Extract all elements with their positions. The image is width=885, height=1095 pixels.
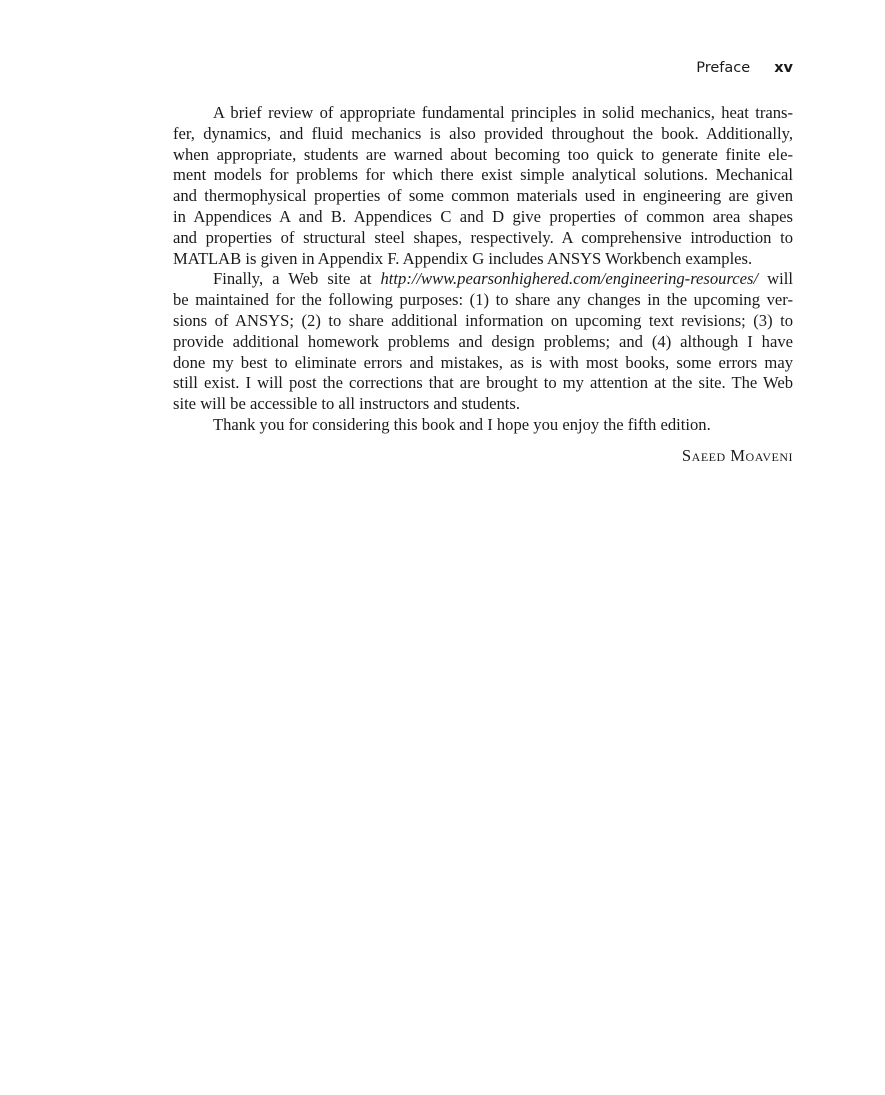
- paragraph-1-line: in Appendices A and B. Appendices C and D give properties of common area shapes: [173, 206, 793, 226]
- author-signature: Saeed Moaveni: [681, 445, 793, 465]
- paragraph-2-line: done my best to eliminate errors and mistakes, as is with most books, some errors may: [173, 352, 793, 372]
- paragraph-1-line: and thermophysical properties of some common materials used in engineering are given: [173, 186, 793, 206]
- paragraph-2-line: provide additional homework problems and design problems; and (4) although I have: [173, 331, 793, 351]
- paragraph-2: [173, 269, 793, 415]
- paragraph-1-line: fer, dynamics, and fluid mechanics is also provided throughout the book. Additionally,: [173, 123, 793, 143]
- web-site-url: http://www.pearsonhighered.com/engineering-resources/: [380, 269, 759, 289]
- paragraph-2-line: still exist. I will post the corrections that are brought to my attention at the site. The Web: [173, 373, 793, 393]
- paragraph-2-line: be maintained for the following purposes: (1) to share any changes in the upcoming ver-: [173, 290, 793, 310]
- paragraph-2-line: sions of ANSYS; (2) to share additional information on upcoming text revisions; (3) to: [173, 310, 793, 330]
- paragraph-1-line: A brief review of appropriate fundamental principles in solid mechanics, heat trans-: [213, 103, 793, 122]
- paragraph-1-line: and properties of structural steel shapes, respectively. A comprehensive introduction to: [173, 227, 793, 247]
- running-head-section: Preface: [696, 60, 751, 76]
- paragraph-3-line: Thank you for considering this book and I hope you enjoy the fifth edition.: [213, 414, 711, 434]
- paragraph-2-line: site will be accessible to all instructors and students.: [173, 394, 521, 414]
- paragraph-1-line: MATLAB is given in Appendix F. Appendix G includes ANSYS Workbench examples.: [173, 248, 753, 268]
- paragraph-3: [173, 415, 793, 436]
- paragraph-1: [173, 103, 793, 269]
- paragraph-1-line: ment models for problems for which there exist simple analytical solutions. Mechanical: [173, 165, 793, 185]
- page-number: xv: [774, 60, 793, 76]
- running-head: [173, 58, 793, 78]
- paragraph-1-line: when appropriate, students are warned about becoming too quick to generate finite ele-: [173, 144, 793, 164]
- paragraph-2-suffix: will: [758, 269, 793, 289]
- preface-body: [173, 103, 793, 467]
- paragraph-2-prefix: Finally, a Web site at: [213, 269, 381, 289]
- paragraph-2-first-line: [173, 269, 793, 290]
